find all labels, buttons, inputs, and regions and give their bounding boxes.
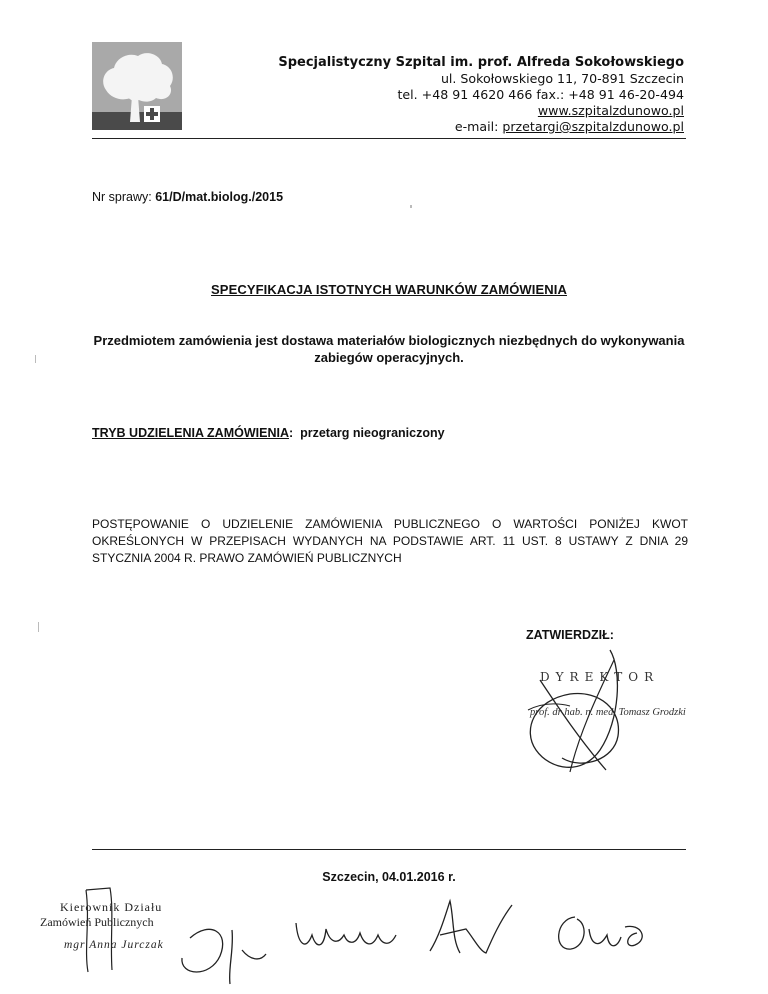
tender-mode: TRYB UDZIELENIA ZAMÓWIENIA: przetarg nieograniczony bbox=[92, 426, 445, 440]
approved-label: ZATWIERDZIŁ: bbox=[526, 628, 614, 642]
email-link[interactable]: przetargi@szpitalzdunowo.pl bbox=[502, 119, 684, 134]
footer-divider bbox=[92, 849, 686, 850]
signature-3-icon bbox=[420, 895, 520, 965]
dept-head-signature-icon bbox=[70, 880, 270, 990]
dept-head-stamp-line2: Zamówień Publicznych bbox=[40, 915, 154, 929]
website-link[interactable]: www.szpitalzdunowo.pl bbox=[537, 103, 684, 118]
case-number-value: 61/D/mat.biolog./2015 bbox=[155, 190, 284, 204]
place-and-date: Szczecin, 04.01.2016 r. bbox=[322, 870, 456, 884]
director-stamp-name: prof. dr hab. n. med. Tomasz Grodzki bbox=[530, 707, 686, 718]
email-label: e-mail: bbox=[454, 119, 499, 134]
signature-4-icon bbox=[545, 905, 655, 965]
document-title: SPECYFIKACJA ISTOTNYCH WARUNKÓW ZAMÓWIENIA bbox=[211, 282, 567, 297]
scan-speck bbox=[410, 205, 412, 208]
procedure-statement: POSTĘPOWANIE O UDZIELENIE ZAMÓWIENIA PUBLICZNEGO O WARTOŚCI PONIŻEJ KWOT OKREŚLONYCH W PRZEPISACH WYDANYCH NA PODSTAWIE ART. 11 UST. 8 USTAWY Z DNIA 29 STYCZNIA 2004 R. PRAWO ZAMÓWIEŃ PUBLICZNYCH bbox=[92, 517, 688, 565]
dept-head-stamp-line1: Kierownik Działu bbox=[60, 900, 163, 914]
hospital-phone-fax: tel. +48 91 4620 466 fax.: +48 91 46-20-494 bbox=[397, 87, 684, 102]
hospital-name: Specjalistyczny Szpital im. prof. Alfreda Sokołowskiego bbox=[278, 55, 684, 70]
case-number-line bbox=[92, 190, 283, 204]
case-number-label: Nr sprawy: bbox=[92, 190, 152, 204]
letterhead bbox=[164, 55, 684, 135]
order-subject: Przedmiotem zamówienia jest dostawa materiałów biologicznych niezbędnych do wykonywania zabiegów operacyjnych. bbox=[93, 333, 685, 365]
dept-head-stamp-line3: mgr Anna Jurczak bbox=[64, 939, 164, 951]
tender-mode-value: przetarg nieograniczony bbox=[300, 426, 445, 440]
scan-speck bbox=[38, 622, 39, 632]
hospital-address: ul. Sokołowskiego 11, 70-891 Szczecin bbox=[440, 71, 684, 86]
header-divider bbox=[92, 138, 686, 139]
director-signature-icon bbox=[510, 640, 640, 780]
tender-mode-label: TRYB UDZIELENIA ZAMÓWIENIA bbox=[92, 426, 289, 440]
director-stamp-title: DYREKTOR bbox=[540, 670, 660, 684]
scan-speck bbox=[35, 355, 36, 363]
signature-2-icon bbox=[290, 905, 400, 965]
